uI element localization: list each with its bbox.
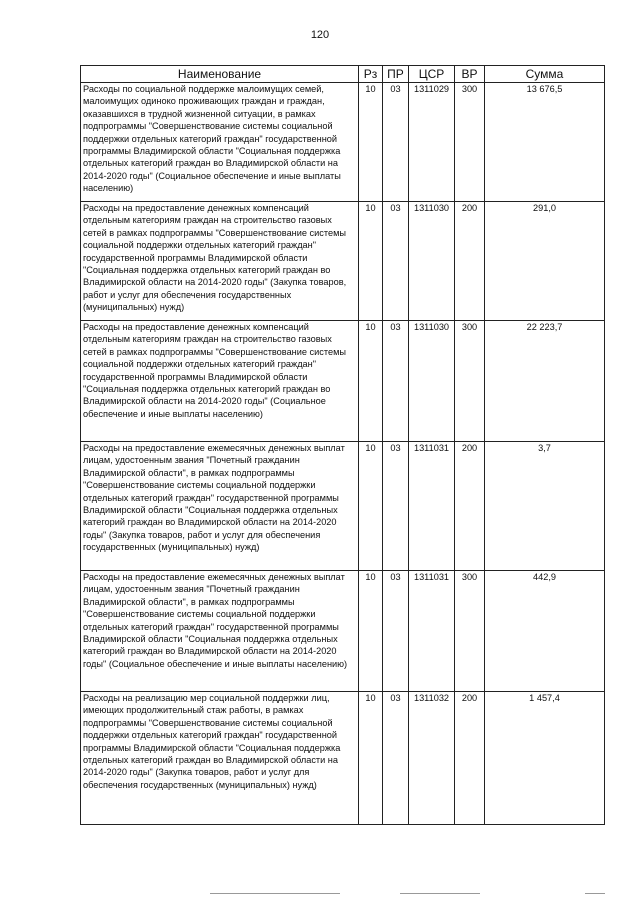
row-pr: 03 [383,442,409,571]
header-vr: ВР [455,66,485,83]
row-pr: 03 [383,321,409,442]
row-vr: 200 [455,442,485,571]
header-sum: Сумма [485,66,605,83]
row-pr: 03 [383,571,409,692]
row-vr: 300 [455,571,485,692]
row-vr: 300 [455,321,485,442]
row-sum: 291,0 [485,202,605,321]
table-row [81,321,605,442]
row-pr: 03 [383,202,409,321]
page-number: 120 [310,29,330,41]
row-pr: 03 [383,692,409,825]
row-csr: 1311031 [409,442,455,571]
row-sum: 442,9 [485,571,605,692]
table-row [81,83,605,202]
row-vr: 200 [455,692,485,825]
header-row [81,66,605,83]
row-rz: 10 [359,321,383,442]
row-name: Расходы на реализацию мер социальной поддержки лиц, имеющих продолжительный стаж работы, в рамках подпрограммы "Совершенствование системы социальной поддержки отдельных категорий граждан" государственной программы Владимирской области "Социальная поддержка отдельных категорий граждан во Владимирской области на 2014-2020 годы" (Закупка товаров, работ и услуг для обеспечения государственных (муниципальных) нужд) [81,692,359,825]
footer-divider [210,893,340,894]
row-sum: 13 676,5 [485,83,605,202]
row-rz: 10 [359,442,383,571]
table-row [81,202,605,321]
row-sum: 3,7 [485,442,605,571]
row-csr: 1311030 [409,202,455,321]
row-vr: 300 [455,83,485,202]
header-pr: ПР [383,66,409,83]
footer-divider [585,893,605,894]
row-rz: 10 [359,692,383,825]
header-rz: Рз [359,66,383,83]
row-sum: 1 457,4 [485,692,605,825]
table-row [81,692,605,825]
budget-table [80,65,605,825]
row-name: Расходы на предоставление ежемесячных денежных выплат лицам, удостоенным звания "Почетный гражданин Владимирской области", в рамках подпрограммы "Совершенствование системы социальной поддержки отдельных категорий граждан" государственной программы Владимирской области "Социальная поддержка отдельных категорий граждан во Владимирской области на 2014-2020 годы" (Социальное обеспечение и иные выплаты населению) [81,571,359,692]
header-name: Наименование [81,66,359,83]
row-csr: 1311031 [409,571,455,692]
row-rz: 10 [359,202,383,321]
footer-divider [400,893,480,894]
row-vr: 200 [455,202,485,321]
table-row [81,571,605,692]
table-row [81,442,605,571]
row-csr: 1311030 [409,321,455,442]
row-sum: 22 223,7 [485,321,605,442]
row-rz: 10 [359,83,383,202]
row-csr: 1311029 [409,83,455,202]
row-name: Расходы на предоставление денежных компенсаций отдельным категориям граждан на строительство газовых сетей в рамках подпрограммы "Совершенствование системы социальной поддержки отдельных категорий граждан" государственной программы Владимирской области "Социальная поддержка отдельных категорий граждан во Владимирской области на 2014-2020 годы" (Закупка товаров, работ и услуг для обеспечения государственных (муниципальных) нужд) [81,202,359,321]
header-csr: ЦСР [409,66,455,83]
row-csr: 1311032 [409,692,455,825]
row-rz: 10 [359,571,383,692]
row-name: Расходы на предоставление денежных компенсаций отдельным категориям граждан на строительство газовых сетей в рамках подпрограммы "Совершенствование системы социальной поддержки отдельных категорий граждан" государственной программы Владимирской области "Социальная поддержка отдельных категорий граждан во Владимирской области на 2014-2020 годы" (Социальное обеспечение и иные выплаты населению) [81,321,359,442]
row-name: Расходы на предоставление ежемесячных денежных выплат лицам, удостоенным звания "Почетный гражданин Владимирской области", в рамках подпрограммы "Совершенствование системы социальной поддержки отдельных категорий граждан" государственной программы Владимирской области "Социальная поддержка отдельных категорий граждан во Владимирской области на 2014-2020 годы" (Закупка товаров, работ и услуг для обеспечения государственных (муниципальных) нужд) [81,442,359,571]
row-name: Расходы по социальной поддержке малоимущих семей, малоимущих одиноко проживающих граждан и граждан, оказавшихся в трудной жизненной ситуации, в рамках подпрограммы "Совершенствование системы социальной поддержки отдельных категорий граждан" государственной программы Владимирской области "Социальная поддержка отдельных категорий граждан во Владимирской области на 2014-2020 годы" (Социальное обеспечение и иные выплаты населению) [81,83,359,202]
row-pr: 03 [383,83,409,202]
